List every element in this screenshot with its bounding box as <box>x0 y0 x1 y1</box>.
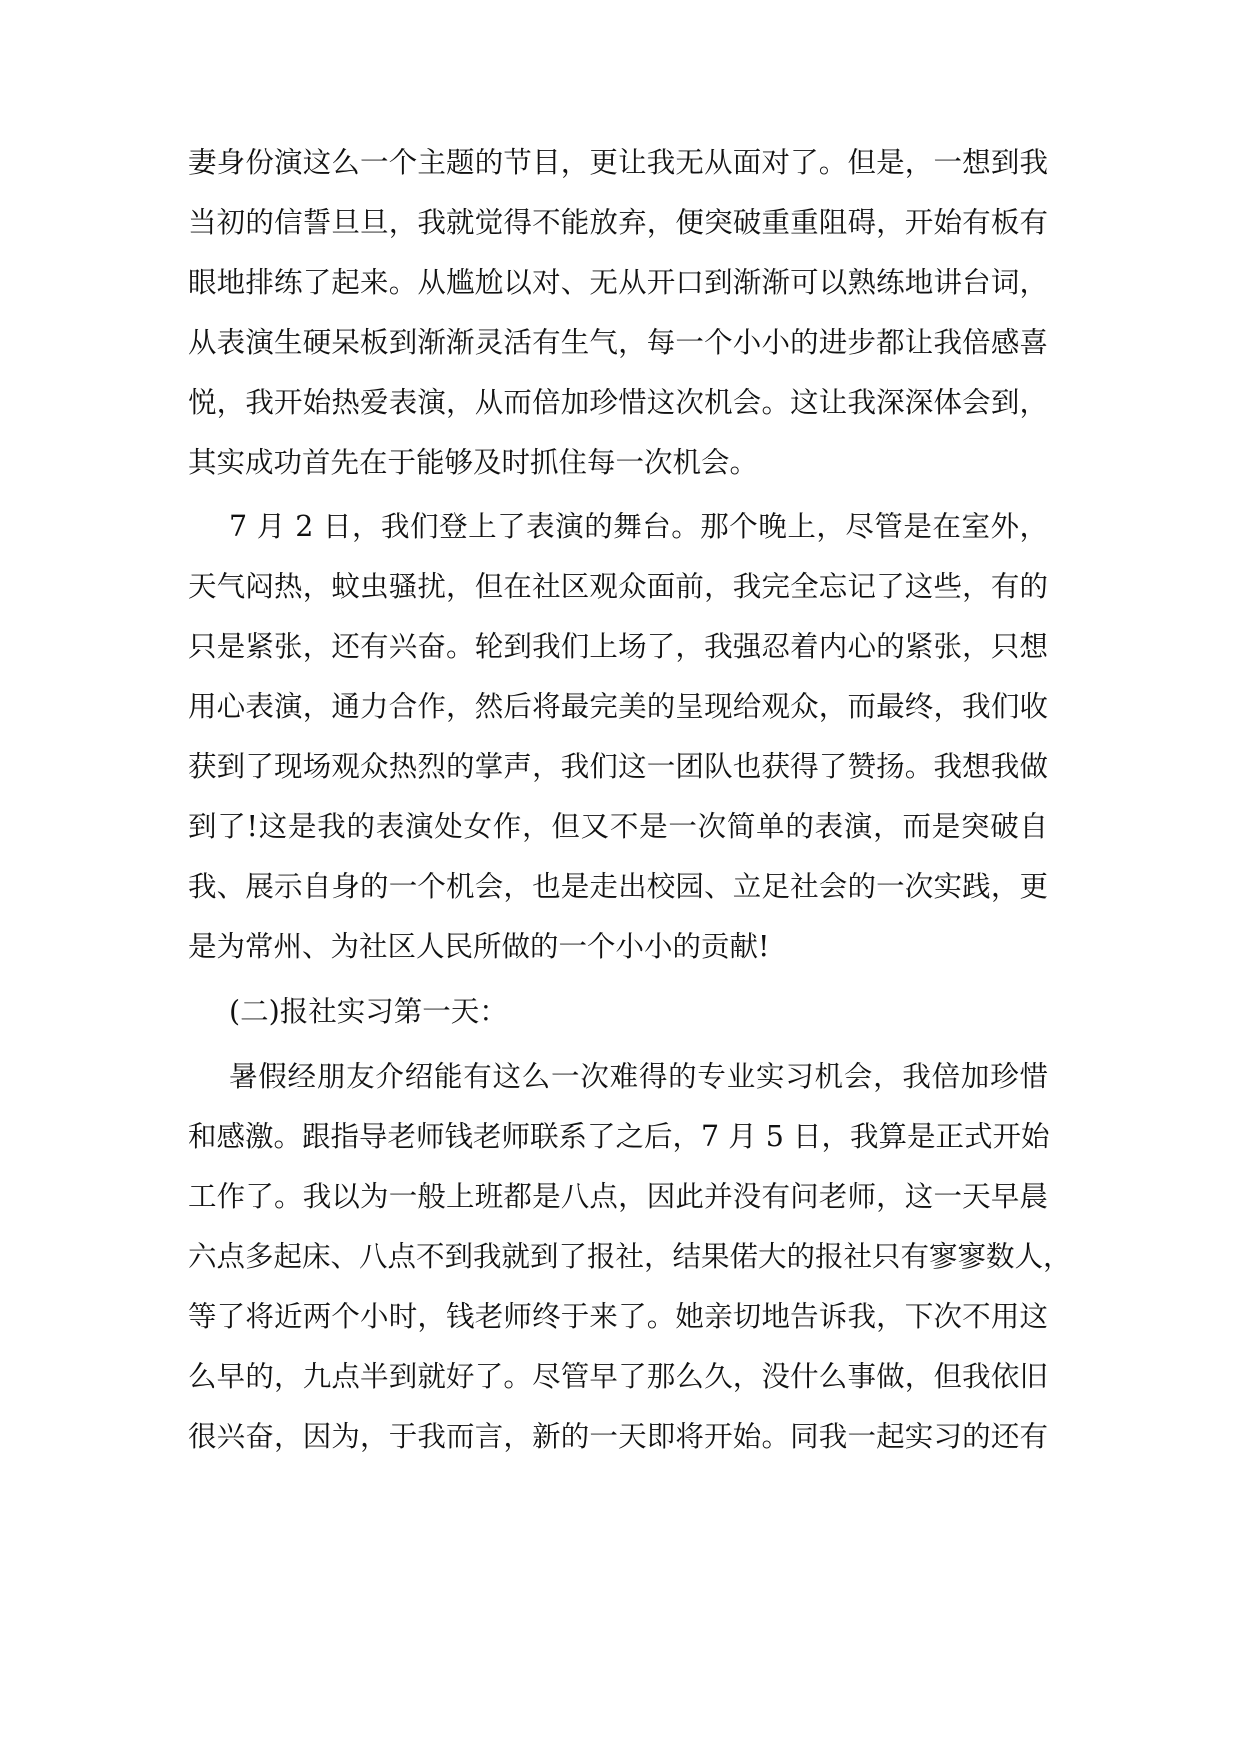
text-line: 用心表演，通力合作，然后将最完美的呈现给观众，而最终，我们收 <box>188 690 1048 723</box>
text-line: 天气闷热，蚊虫骚扰，但在社区观众面前，我完全忘记了这些，有的 <box>188 570 1048 603</box>
text-line: 到了!这是我的表演处女作，但又不是一次简单的表演，而是突破自 <box>188 810 1048 843</box>
text-line: 六点多起床、八点不到我就到了报社，结果偌大的报社只有寥寥数人， <box>188 1240 1072 1273</box>
text-line: 等了将近两个小时，钱老师终于来了。她亲切地告诉我，下次不用这 <box>188 1300 1048 1333</box>
text-line: 很兴奋，因为，于我而言，新的一天即将开始。同我一起实习的还有 <box>188 1420 1048 1453</box>
text-line: 我、展示自身的一个机会，也是走出校园、立足社会的一次实践，更 <box>188 870 1048 903</box>
text-line: 眼地排练了起来。从尴尬以对、无从开口到渐渐可以熟练地讲台词， <box>188 266 1048 299</box>
text-line: 当初的信誓旦旦，我就觉得不能放弃，便突破重重阻碍，开始有板有 <box>188 206 1048 239</box>
text-line: 悦，我开始热爱表演，从而倍加珍惜这次机会。这让我深深体会到， <box>188 386 1048 419</box>
section-heading: (二)报社实习第一天： <box>229 995 508 1028</box>
text-line: 妻身份演这么一个主题的节目，更让我无从面对了。但是，一想到我 <box>188 146 1048 179</box>
paragraph-first-line: 7 月 2 日，我们登上了表演的舞台。那个晚上，尽管是在室外， <box>229 510 1048 543</box>
text-line: 是为常州、为社区人民所做的一个小小的贡献! <box>188 930 770 963</box>
text-line: 其实成功首先在于能够及时抓住每一次机会。 <box>188 446 759 479</box>
text-line: 获到了现场观众热烈的掌声，我们这一团队也获得了赞扬。我想我做 <box>188 750 1048 783</box>
text-line: 和感激。跟指导老师钱老师联系了之后，7 月 5 日，我算是正式开始 <box>188 1120 1050 1153</box>
text-line: 工作了。我以为一般上班都是八点，因此并没有问老师，这一天早晨 <box>188 1180 1048 1213</box>
text-line: 从表演生硬呆板到渐渐灵活有生气，每一个小小的进步都让我倍感喜 <box>188 326 1048 359</box>
paragraph-first-line: 暑假经朋友介绍能有这么一次难得的专业实习机会，我倍加珍惜 <box>229 1060 1048 1093</box>
text-line: 么早的，九点半到就好了。尽管早了那么久，没什么事做，但我依旧 <box>188 1360 1048 1393</box>
text-line: 只是紧张，还有兴奋。轮到我们上场了，我强忍着内心的紧张，只想 <box>188 630 1048 663</box>
